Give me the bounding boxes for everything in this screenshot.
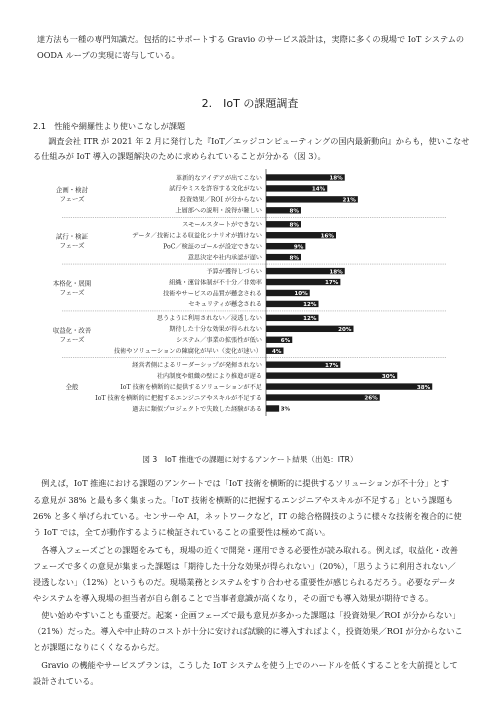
bar-label: 技術やサービスの品質が懸念される xyxy=(163,290,262,298)
bar-value-label: 3% xyxy=(280,406,291,413)
intro-line: 達方法も一種の専門知識だ。包括的にサポートする Gravio のサービス設計は，実際に多くの現場で IoT システムの xyxy=(37,34,465,44)
group-label: 収益化・改善 xyxy=(52,326,92,335)
group-label: 全般 xyxy=(65,383,79,392)
bar-value-label: 10% xyxy=(294,291,308,298)
body-line: う IoT では，全てが動作するように検証されていることの重要性は極めて高い。 xyxy=(33,527,331,537)
body-line: 26% と多く挙げられている。センサーや AI，ネットワークなど，IT の総合格闘技のように様々な技術を複合的に使 xyxy=(33,511,462,521)
bar-label: PoC／検証のゴールが設定できない xyxy=(163,243,262,251)
bar-label: 意思決定や社内承認が遅い xyxy=(187,254,262,262)
bar-value-label: 12% xyxy=(303,302,317,309)
bar xyxy=(266,405,279,411)
bar-label: 革新的なアイデアが出てこない xyxy=(175,174,262,182)
bar-value-label: 16% xyxy=(320,233,334,240)
body-line: Gravio の機能やサービスプランは，こうした IoT システムを使う上でのハードルを低くすることを大前提として xyxy=(33,660,458,670)
bar-label: IoT 技術を横断的に把握するエンジニアやスキルが不足する xyxy=(95,394,262,402)
bar-value-label: 8% xyxy=(289,255,299,262)
bar-label: システム／事業の拡張性が低い xyxy=(175,337,262,345)
bar xyxy=(266,394,380,400)
bar-label: 期待した十分な効果が得られない xyxy=(169,326,262,334)
body-line: とが課題になりにくくなるからだ。 xyxy=(33,642,165,652)
body-line: 設計されている。 xyxy=(33,676,99,686)
bar-value-label: 14% xyxy=(311,186,326,193)
group-label: フェーズ xyxy=(59,194,85,203)
bar-label: 予算が獲得しづらい xyxy=(206,268,262,276)
bar-label: 過去に類似プロジェクトで失敗した経験がある xyxy=(132,405,262,413)
group-label: フェーズ xyxy=(59,335,85,344)
bar-value-label: 17% xyxy=(324,362,339,369)
subsection-title: 2.1 性能や網羅性より使いこなしが課題 xyxy=(33,121,186,131)
bar-label: 組織・運営体制が不十分／非効率 xyxy=(169,279,262,287)
bar xyxy=(266,383,432,389)
bar-value-label: 20% xyxy=(338,327,352,334)
bar-label: IoT 技術を横断的に提供するソリューションが不足 xyxy=(120,383,262,391)
body-line: （21%）だった。導入や中止時のコストが十分に安ければ試験的に導入すればよく，投資効果／ROI が分からないこ xyxy=(33,626,463,636)
bar-label: セキュリティが懸念される xyxy=(188,301,262,309)
bar-label: 試行やミスを許容する文化がない xyxy=(169,185,262,193)
bar-label: 技術やソリューションの陳腐化が早い（変化が速い） xyxy=(113,348,262,356)
lead-line: 調査会社 ITR が 2021 年 2 月に発行した『IoT／エッジコンピューティングの国内最新動向』からも，使いこなせ xyxy=(40,136,470,146)
body-line: やシステムを導入現場の担当者が自ら創ることで当事者意識が高くなり，その面でも導入効果が期待できる。 xyxy=(33,593,434,603)
bar-value-label: 38% xyxy=(416,384,431,391)
body-line: る意見が 38% と最も多く集まった。「IoT 技術を横断的に把握するエンジニアやスキルが不足する」という課題も xyxy=(33,495,454,505)
bar-label: スモールスタートができない xyxy=(182,221,262,229)
bar-value-label: 21% xyxy=(342,197,356,204)
figure-caption: 図 3 IoT 推進での課題に対するアンケート結果（出処：ITR） xyxy=(142,455,358,464)
bar-value-label: 9% xyxy=(293,244,304,251)
bar-value-label: 18% xyxy=(329,269,343,276)
bar-label: 経営者側によるリーダーシップが発揮されない xyxy=(132,361,262,369)
bar-label: 上層部への説明・説得が難しい xyxy=(175,207,262,215)
body-line: 例えば，IoT 推進における課題のアンケートでは「IoT 技術を横断的に提供するソリューションが不十分」とす xyxy=(33,478,450,488)
body-line: フェーズで多くの意見が集まった課題は「期待した十分な効果が得られない」（20%），「思うように利用されない／ xyxy=(33,561,456,571)
intro-line: OODA ループの実現に寄与している。 xyxy=(37,50,180,60)
bar-value-label: 26% xyxy=(364,395,378,402)
body-line: 使い始めやすいことも重要だ。起案・企画フェーズで最も意見が多かった課題は「投資効果／ROI が分からない」 xyxy=(33,610,461,620)
bar-value-label: 30% xyxy=(381,373,396,380)
body-line: 浸透しない」（12%）というものだ。現場業務とシステムをすり合わせる重要性が感じられるだろう。必要なデータ xyxy=(33,577,456,587)
bar-value-label: 8% xyxy=(289,208,299,215)
bar-value-label: 8% xyxy=(289,222,299,229)
group-label: フェーズ xyxy=(59,241,85,250)
bar-value-label: 6% xyxy=(280,337,291,344)
group-label: 企画・検討 xyxy=(56,185,88,194)
bar xyxy=(266,372,397,378)
bar-value-label: 18% xyxy=(329,175,343,182)
group-label: 本格化・展開 xyxy=(52,279,92,288)
group-label: フェーズ xyxy=(59,288,85,297)
group-label: 試行・検証 xyxy=(56,232,88,241)
bar-label: 投資効果／ROI が分からない xyxy=(179,196,262,204)
bar-label: データ／技術による収益化シナリオが描けない xyxy=(132,232,262,240)
bar-value-label: 12% xyxy=(303,316,317,323)
bar-value-label: 17% xyxy=(324,280,339,287)
body-line: 各導入フェーズごとの課題をみても，現場の近くで開発・運用できる必要性が読み取れる。例えば，収益化・改善 xyxy=(33,545,458,555)
bar-label: 思うように利用されない／浸透しない xyxy=(156,315,262,323)
bar-value-label: 4% xyxy=(272,348,282,355)
bar-label: 社内制度や組織の壁により推進が遅る xyxy=(156,372,262,380)
section-title: 2. IoT の課題調査 xyxy=(201,97,299,110)
lead-line: る仕組みが IoT 導入の課題解決のために求められていることが分かる（図 3）。 xyxy=(33,151,326,161)
